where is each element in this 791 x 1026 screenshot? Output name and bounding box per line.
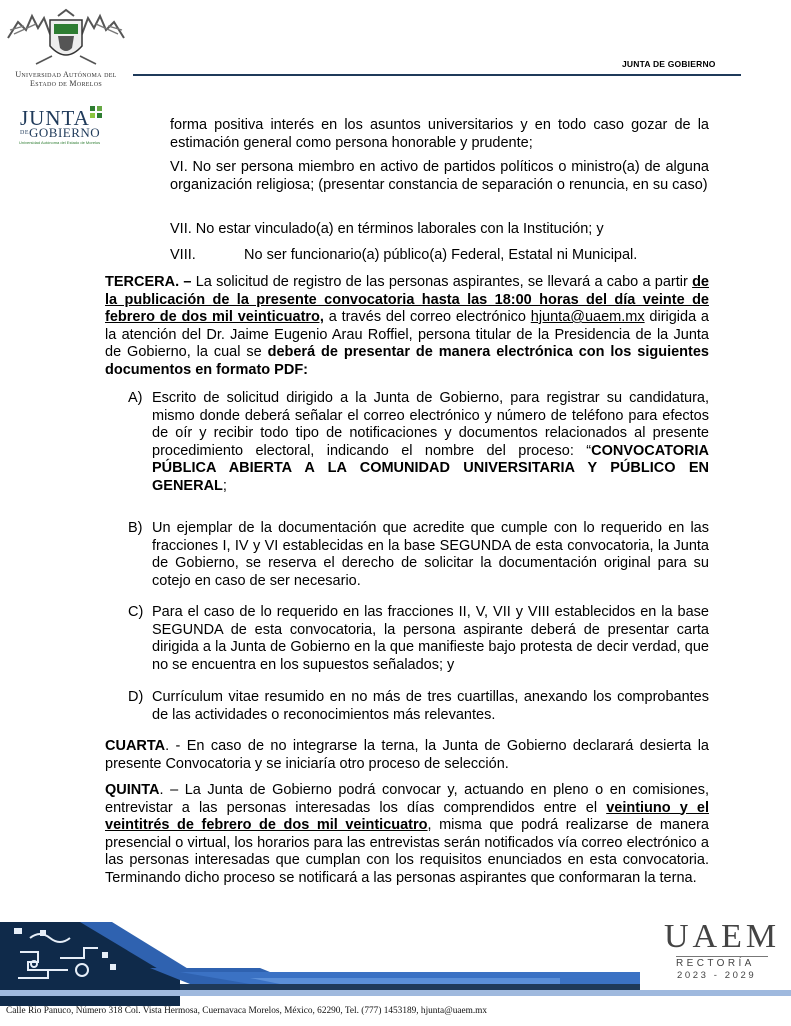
- item-a: Escrito de solicitud dirigido a la Junta de Gobierno, para registrar su candidatura, mismo donde deberá señalar el correo electrónico y número de teléfono para efectos de oír y recibir todo tipo de notificaciones y documentos relacionados al presente procedimiento electoral, indicando el nombre del proceso: “CONVOCATORIA PÚBLICA ABIERTA A LA COMUNIDAD UNIVERSITARIA Y PÚBLICO EN GENERAL;: [152, 390, 709, 494]
- clause-tercera: TERCERA. – La solicitud de registro de las personas aspirantes, se llevará a cabo a partir de la publicación de la presente convocatoria hasta las 18:00 horas del día veinte de febrero de dos mil veinticuatro, a través del correo electrónico hjunta@uaem.mx dirigida a la atención del Dr. Jaime Eugenio Arau Roffiel, persona titular de la Presidencia de la Junta de Gobierno, la cual se deberá de presentar de manera electrónica con los siguientes documentos en formato PDF:: [105, 274, 710, 378]
- junta-logo-subtitle: Universidad Autónoma del Estado de Morelos: [19, 140, 101, 145]
- item-b: Un ejemplar de la documentación que acredite que cumple con lo requerido en las fracciones I, IV y VI establecidas en la base SEGUNDA de esta convocatoria, la Junta de Gobierno, se reserva el derecho de solicitar la documentación original para su cotejo en caso de ser necesario.: [152, 520, 709, 589]
- fraction-vi: VI. No ser persona miembro en activo de partidos políticos o ministro(a) de alguna organización religiosa; (presentar constancia de separación o renuncia, en su caso): [170, 159, 709, 193]
- fraction-viii-number: VIII.: [170, 247, 196, 263]
- registration-deadline: de la publicación de la presente convocatoria hasta las 18:00 horas del día veinte de febrero de dos mil veinticuatro,: [105, 274, 709, 325]
- clause-tercera-label: TERCERA. –: [105, 274, 192, 290]
- header-divider: [133, 74, 741, 76]
- rectoria-years: 2023 - 2029: [677, 970, 757, 981]
- fraction-vii: VII. No estar vinculado(a) en términos laborales con la Institución; y: [170, 221, 604, 237]
- clause-cuarta-label: CUARTA: [105, 738, 166, 754]
- email-link[interactable]: hjunta@uaem.mx: [530, 309, 645, 325]
- junta-logo-gobierno: $^{DE}$GOBIERNO: [20, 125, 101, 140]
- item-d: Currículum vitae resumido en no más de tres cuartillas, anexando los comprobantes de las actividades o reconocimientos más relevantes.: [152, 689, 709, 723]
- uaem-seal-logo: [6, 8, 126, 68]
- interview-dates: veintiuno y el veintitrés de febrero de dos mil veinticuatro: [105, 799, 709, 833]
- junta-logo-squares: [90, 106, 102, 118]
- junta-logo-word: JUNTA: [20, 106, 90, 130]
- clause-quinta-label: QUINTA: [105, 782, 160, 798]
- university-name: Universidad Autónoma del Estado de Morelos: [15, 70, 117, 88]
- uaem-brand: UAEM: [664, 918, 781, 955]
- item-c: Para el caso de lo requerido en las fracciones II, V, VII y VIII establecidos en la base SEGUNDA de esta convocatoria, la persona aspirante deberá de presentar carta dirigida a la Junta de Gobierno en la que manifieste bajo protesta de decir verdad, que no se encuentra en los supuestos señalados; y: [152, 604, 709, 673]
- clause-quinta: QUINTA. – La Junta de Gobierno podrá convocar y, actuando en pleno o en comisiones, entrevistar a las personas interesadas los días comprendidos entre el veintiuno y el veintitrés de febrero de dos mil veinticuatro, misma que podrá realizarse de manera presencial o virtual, los horarios para las entrevistas serán notificados vía correo electrónico a las personas interesadas que cumplan con los requisitos enunciados en esta convocatoria. Terminando dicho proceso se notificará a las personas aspirantes que conformaran la terna.: [105, 782, 709, 886]
- item-b-marker: B): [128, 520, 143, 536]
- item-a-marker: A): [128, 390, 143, 406]
- item-d-marker: D): [128, 689, 144, 705]
- item-c-marker: C): [128, 604, 144, 620]
- rectoria-label: RECTORÍA: [676, 958, 755, 969]
- department-title: JUNTA DE GOBIERNO: [622, 59, 716, 69]
- rectoria-divider: [676, 956, 768, 957]
- clause-cuarta: CUARTA. - En caso de no integrarse la terna, la Junta de Gobierno declarará desierta la presente Convocatoria y se iniciaría otro proceso de selección.: [105, 738, 709, 772]
- footer-address: Calle Rio Panuco, Número 318 Col. Vista Hermosa, Cuernavaca Morelos, México, 62290, Tel. (777) 1453189, hjunta@uaem.mx: [6, 1006, 488, 1016]
- fraction-viii-text: No ser funcionario(a) público(a) Federal, Estatal ni Municipal.: [244, 247, 638, 263]
- paragraph-continuation: forma positiva interés en los asuntos universitarios y en todo caso gozar de la estimación general como persona honorable y prudente;: [170, 117, 709, 151]
